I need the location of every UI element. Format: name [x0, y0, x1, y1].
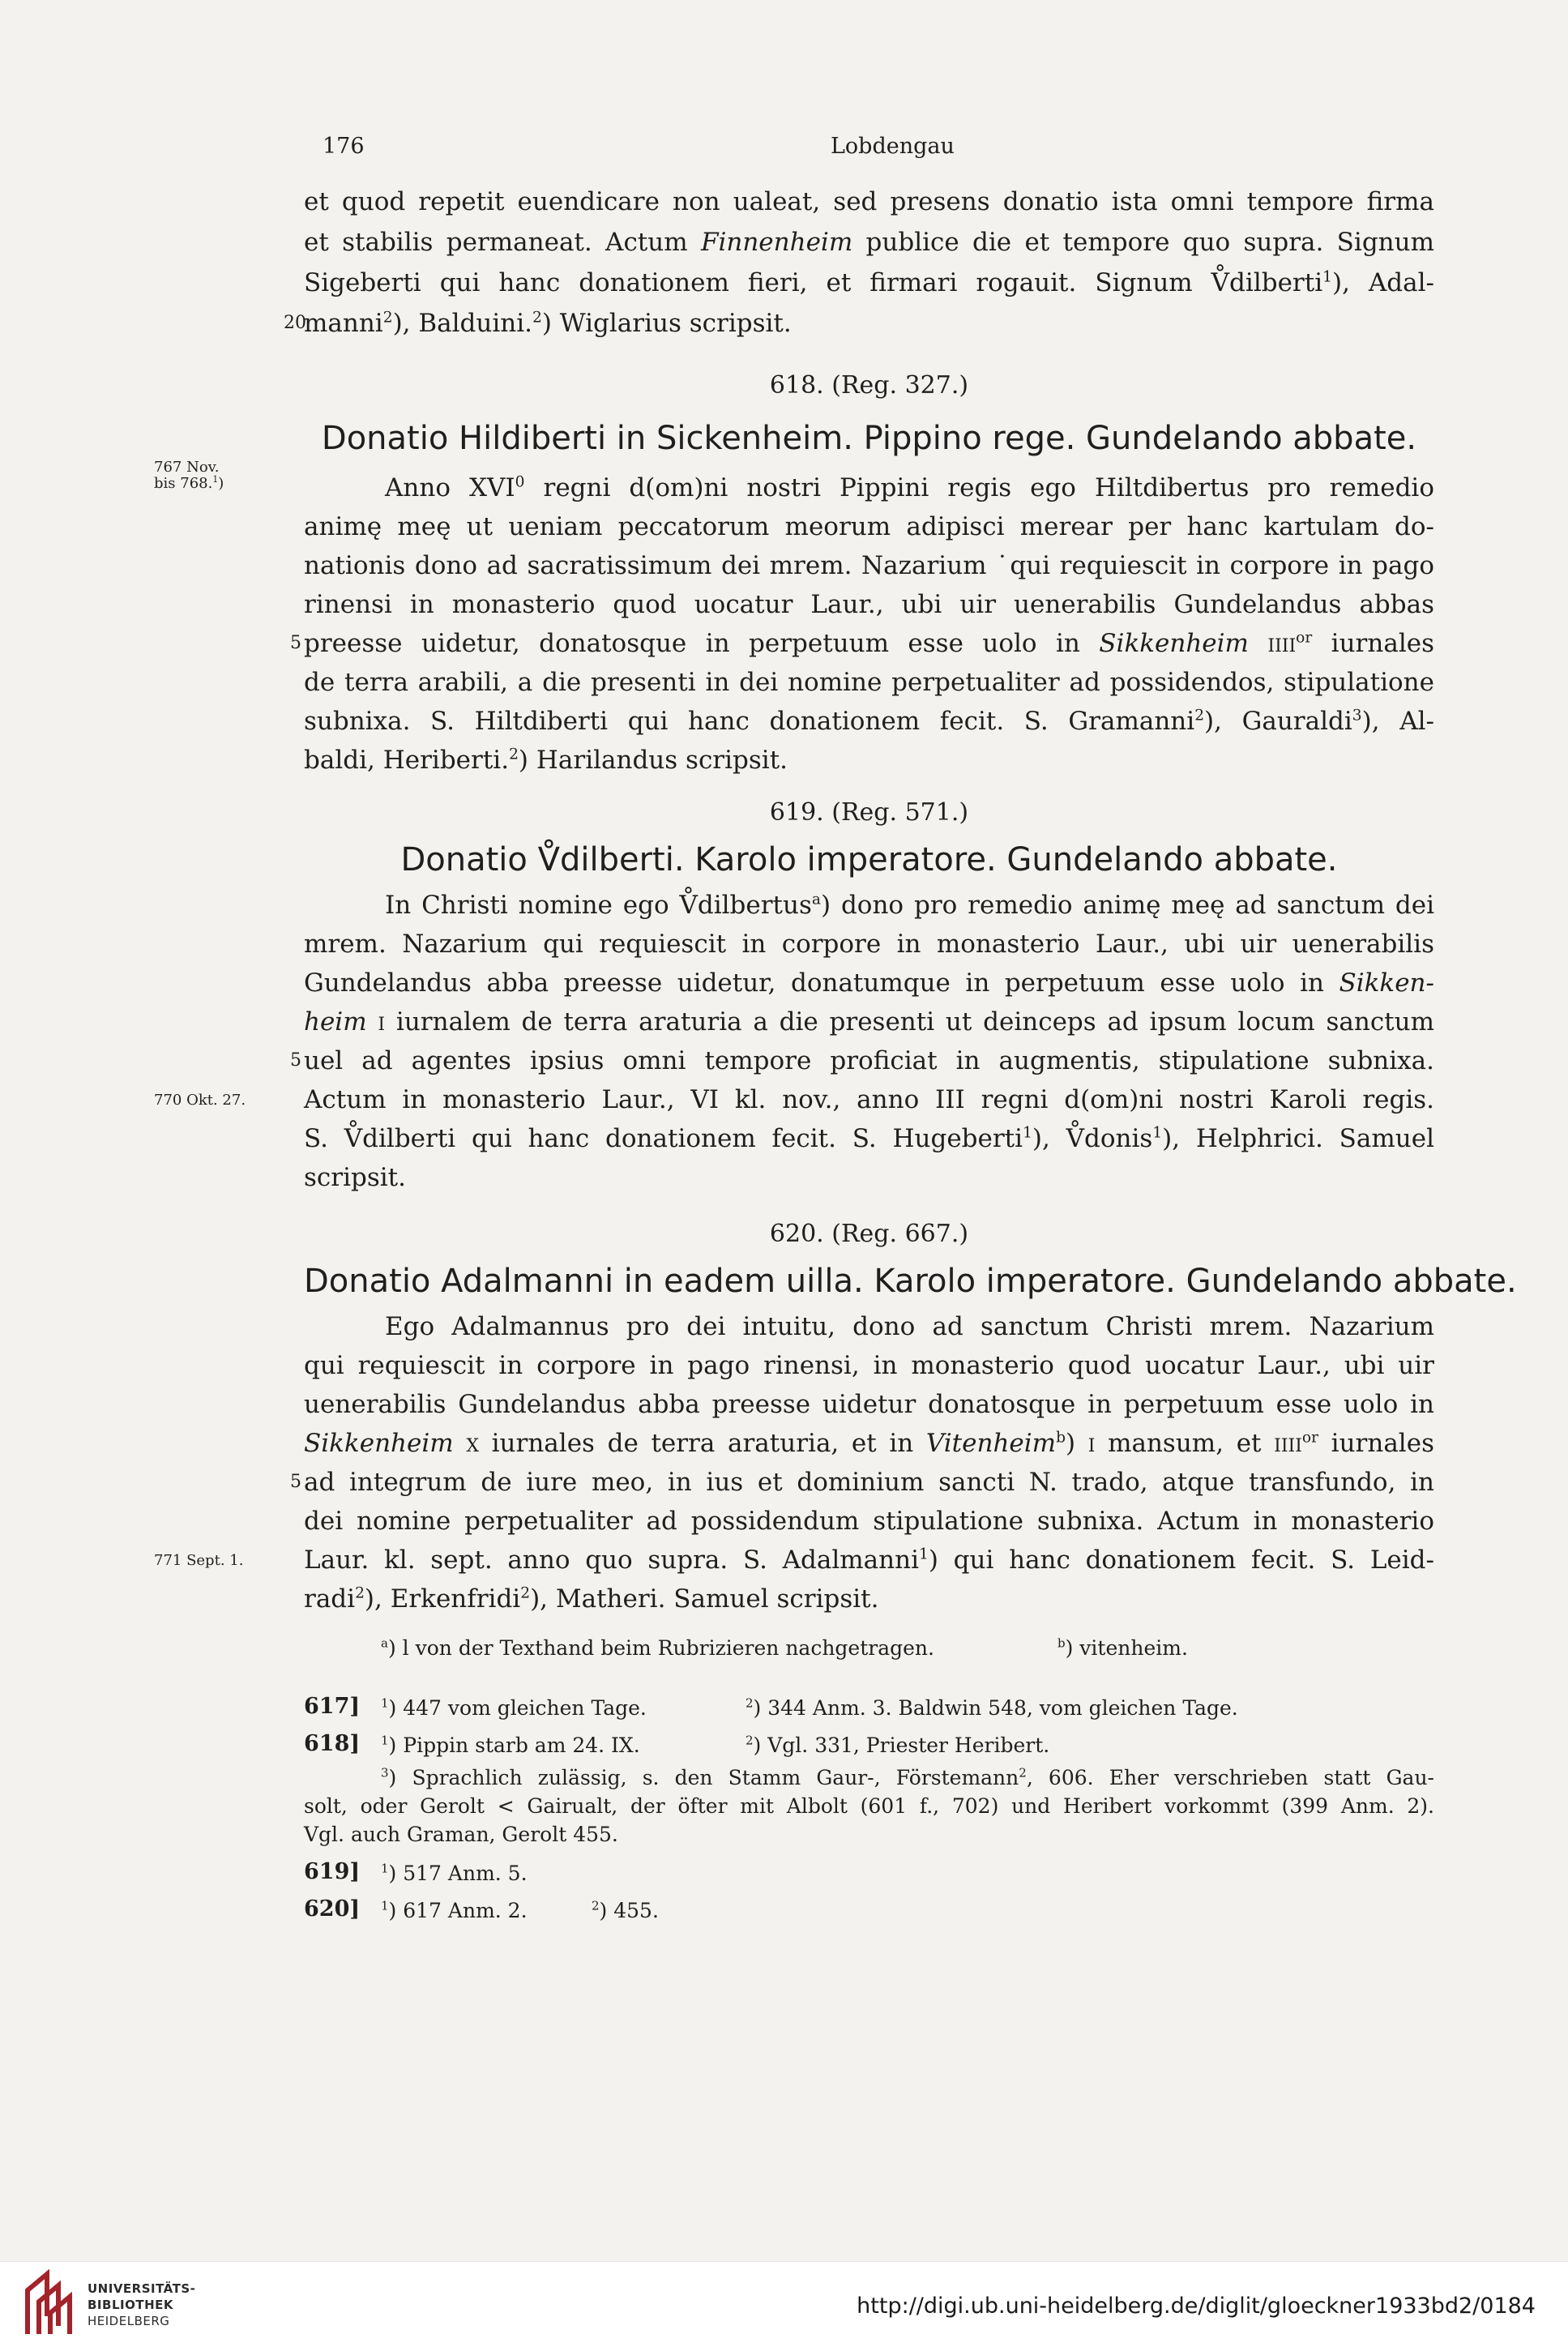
text-line: Actum in monasterio Laur., VI kl. nov., anno III regni d(om)ni nostri Karoli regis. [304, 1085, 1434, 1114]
text-line: radi$^2$), Erkenfridi$^2$), Matheri. Samuel scripsit. [304, 1584, 879, 1614]
page-number: 176 [323, 134, 365, 159]
logo-text-line: HEIDELBERG [88, 2314, 170, 2328]
text-line: S. V̊dilberti qui hanc donationem fecit. S. Hugeberti$^1$), V̊donis$^1$), Helphrici. Samuel [304, 1124, 1434, 1153]
line-number: 5 [290, 633, 301, 653]
footnote: $^1$) 447 vom gleichen Tage. [381, 1695, 647, 1720]
footnote: $^1$) Pippin starb am 24. IX. [381, 1733, 640, 1757]
footnote: solt, oder Gerolt < Gairualt, der öfter mit Albolt (601 f., 702) und Heribert vorkommt (399 Anm. 2). [304, 1794, 1434, 1818]
document-title: Donatio Hildiberti in Sickenheim. Pippino rege. Gundelando abbate. [321, 420, 1417, 457]
text-line: de terra arabili, a die presenti in dei nomine perpetualiter ad possidendos, stipulatione [304, 668, 1434, 697]
footnote: $^2$) 455. [592, 1898, 659, 1922]
textual-note-a: $^a$) l von der Texthand beim Rubrizieren nachgetragen. [381, 1635, 934, 1660]
permalink-url[interactable]: http://digi.ub.uni-heidelberg.de/diglit/gloeckner1933bd2/0184 [857, 2294, 1536, 2319]
footnote: $^1$) 617 Anm. 2. [381, 1898, 528, 1922]
margin-date: 770 Okt. 27. [154, 1092, 246, 1109]
running-title: Lobdengau [831, 134, 955, 159]
footnote-key: 617] [304, 1694, 361, 1719]
line-number: 5 [290, 1472, 301, 1492]
textual-note-b: $^b$) vitenheim. [1057, 1635, 1188, 1660]
document-title: Donatio Adalmanni in eadem uilla. Karolo imperatore. Gundelando abbate. [304, 1263, 1517, 1300]
footnote-key: 619] [304, 1859, 361, 1884]
text-line: animę meę ut ueniam peccatorum meorum adipisci merear per hanc kartulam do- [304, 512, 1434, 541]
text-line: subnixa. S. Hiltdiberti qui hanc donationem fecit. S. Gramanni$^2$), Gauraldi$^3$), Al- [304, 707, 1434, 736]
document-title: Donatio V̊dilberti. Karolo imperatore. Gundelando abbate. [400, 841, 1338, 879]
text-line: ad integrum de iure meo, in ius et dominium sancti N. trado, atque transfundo, in [304, 1468, 1434, 1497]
footnote: $^2$) Vgl. 331, Priester Heribert. [746, 1733, 1050, 1757]
document-number: 620. (Reg. 667.) [769, 1220, 969, 1248]
margin-date: 771 Sept. 1. [154, 1552, 244, 1569]
footnote: $^3$) Sprachlich zulässig, s. den Stamm Gaur-, Förstemann$^2$, 606. Eher verschrieben statt Gau- [381, 1765, 1435, 1789]
margin-date: bis 768.$^1$) [154, 474, 224, 492]
text-line: et quod repetit euendicare non ualeat, sed presens donatio ista omni tempore firma [304, 187, 1434, 216]
text-line: uel ad agentes ipsius omni tempore proficiat in augmentis, stipulatione subnixa. [304, 1046, 1434, 1075]
library-logo-icon [23, 2269, 79, 2337]
line-number: 20 [284, 313, 306, 333]
document-number: 619. (Reg. 571.) [769, 798, 969, 827]
logo-text-line: UNIVERSITÄTS- [88, 2281, 196, 2296]
footnote: $^1$) 517 Anm. 5. [381, 1861, 528, 1885]
margin-date: 767 Nov. [154, 459, 220, 476]
text-line: rinensi in monasterio quod uocatur Laur., ubi uir uenerabilis Gundelandus abbas [304, 590, 1434, 619]
footnote: $^2$) 344 Anm. 3. Baldwin 548, vom gleichen Tage. [746, 1695, 1238, 1720]
text-line: Sikkenheim x iurnales de terra araturia, et in Vitenheim$^b$) i mansum, et iiii$^{or}$ iurnales [304, 1429, 1434, 1458]
text-line: heim i iurnalem de terra araturia a die presenti ut deinceps ad ipsum locum sanctum [304, 1007, 1434, 1037]
text-line: uenerabilis Gundelandus abba preesse uidetur donatosque in perpetuum esse uolo in [304, 1390, 1434, 1419]
footnote-key: 620] [304, 1896, 361, 1922]
text-line: manni$^2$), Balduini.$^2$) Wiglarius scripsit. [304, 309, 792, 338]
text-line: In Christi nomine ego V̊dilbertus$^a$) dono pro remedio animę meę ad sanctum dei [385, 891, 1434, 920]
footnote-key: 618] [304, 1731, 361, 1756]
text-line: et stabilis permaneat. Actum Finnenheim publice die et tempore quo supra. Signum [304, 228, 1435, 257]
text-line: Laur. kl. sept. anno quo supra. S. Adalmanni$^1$) qui hanc donationem fecit. S. Leid- [304, 1545, 1434, 1575]
text-line: baldi, Heriberti.$^2$) Harilandus scripsit. [304, 746, 788, 775]
text-line: qui requiescit in corpore in pago rinensi, in monasterio quod uocatur Laur., ubi uir [304, 1351, 1434, 1380]
line-number: 5 [290, 1050, 301, 1071]
text-line: Sigeberti qui hanc donationem fieri, et firmari rogauit. Signum V̊dilberti$^1$), Adal- [304, 268, 1435, 297]
text-line: scripsit. [304, 1163, 406, 1192]
text-line: nationis dono ad sacratissimum dei mrem. Nazarium ˙qui requiescit in corpore in pago [304, 551, 1434, 580]
document-number: 618. (Reg. 327.) [769, 371, 969, 400]
text-line: mrem. Nazarium qui requiescit in corpore in monasterio Laur., ubi uir uenerabilis [304, 930, 1434, 959]
text-line: preesse uidetur, donatosque in perpetuum esse uolo in Sikkenheim iiii$^{or}$ iurnales [304, 629, 1434, 658]
text-line: dei nomine perpetualiter ad possidendum stipulatione subnixa. Actum in monasterio [304, 1507, 1434, 1536]
text-line: Ego Adalmannus pro dei intuitu, dono ad sanctum Christi mrem. Nazarium [385, 1312, 1434, 1341]
logo-text-line: BIBLIOTHEK [88, 2298, 173, 2312]
text-line: Anno XVI$^0$ regni d(om)ni nostri Pippini regis ego Hiltdibertus pro remedio [385, 473, 1434, 502]
text-line: Gundelandus abba preesse uidetur, donatumque in perpetuum esse uolo in Sikken- [304, 968, 1434, 998]
footnote: Vgl. auch Graman, Gerolt 455. [304, 1823, 618, 1846]
